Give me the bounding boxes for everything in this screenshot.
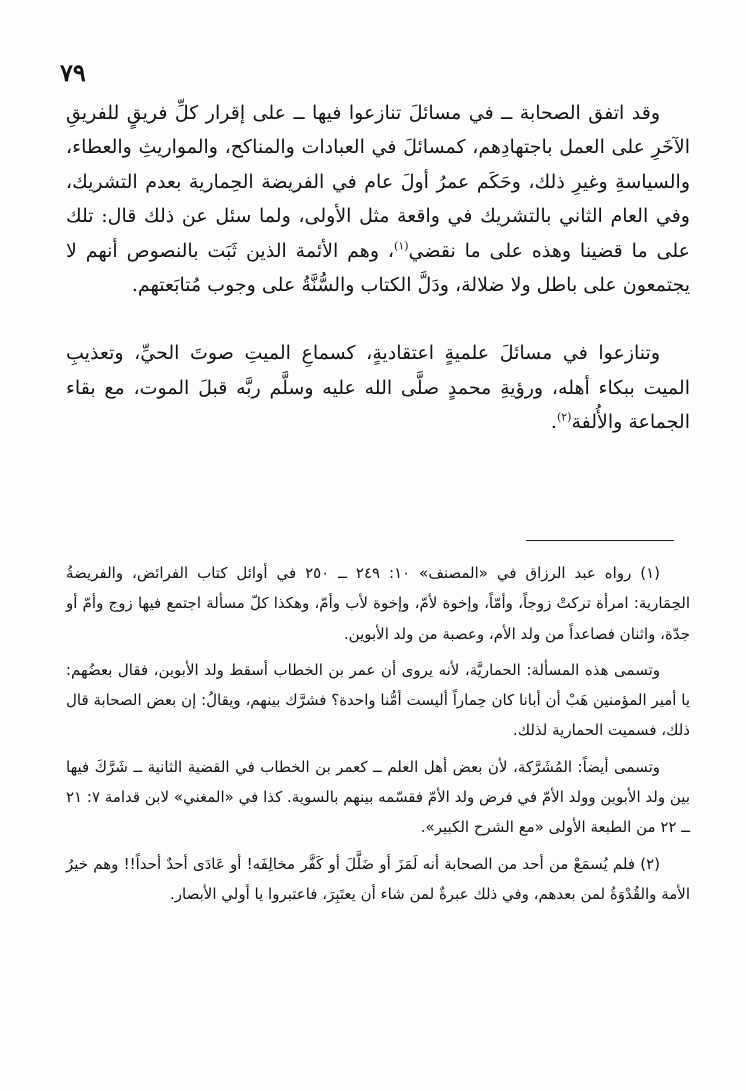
paragraph-text: . — [550, 411, 557, 434]
paragraph — [66, 96, 690, 302]
footnote-marker: (٢) — [556, 410, 572, 424]
paragraph-text: وتنازعوا في مسائلَ علميةٍ اعتقاديةٍ، كسماعِ الميتِ صوتَ الحيِّ، وتعذيبِ الميت ببكاء أهله، ورؤيةِ محمدٍ صلَّى الله عليه وسلَّم ربَّه قبلَ الموت، مع بقاء الجماعة والأُلفة — [66, 342, 690, 434]
paragraph — [66, 336, 690, 439]
footnote-marker: (١) — [394, 239, 409, 253]
footnotes — [66, 558, 690, 909]
main-text — [66, 96, 690, 440]
paragraph-text: ، وهم الأئمة الذين ثَبَت بالنصوص أنهم لا يجتمعون على باطل ولا ضلالة، ودَلَّ الكتاب والسُّنَّةُ على وجوب مُتابَعتهم. — [66, 239, 690, 297]
footnote-1-continued: وتسمى هذه المسألة: الحماريَّة، لأنه يروى أن عمر بن الخطاب أسقط ولد الأبوين، فقال بعضُهم: يا أمير المؤمنين هَبْ أن أبانا كان حِماراً أليست أمُّنا واحدة؟ فشرَّك بينهم، ويقالُ: إن بعض الصحابة قال ذلك، فسميت الحمارية لذلك. — [66, 660, 690, 740]
footnote-separator — [526, 540, 674, 541]
paragraph-text: وقد اتفق الصحابة ــ في مسائلَ تنازعوا فيها ــ على إقرار كلِّ فريقٍ للفريقِ الآخَرِ على العمل باجتهادِهم، كمسائلَ في العبادات والمناكح، والمواريثِ والعطاء، والسياسةِ وغيرِ ذلك، وحَكَم عمرُ أولَ عام في الفريضة الحِمارية بعدم التشريك، وفي العام الثاني بالتشريك في واقعة مثل الأولى، ولما سئل عن ذلك قال: تلك على ما قضينا وهذه على ما نقضي — [66, 102, 690, 262]
footnote-2: (٢) فلم يُسمَعْ من أحد من الصحابة أنه لَمَزَ أو ضَلَّلَ أو كَفَّر مخالِفَه! أو عَادَى أحدٌ أحداً!! وهم خيرُ الأمة والقُدْوَةُ لمن بعدهم، وفي ذلك عبرةٌ لمن شاء أن يعتَبِرَ، فاعتبروا يا أولي الأبصار. — [66, 854, 690, 903]
footnote-1-continued: وتسمى أيضاً: المُشَرَّكة، لأن بعض أهل العلم ــ كعمر بن الخطاب في القضية الثانية ــ شَرَّكَ فيها بين ولد الأبوين وولد الأمّ في فرض ولد الأمّ فقسّمه بينهم بالسوية. كذا في «المغني» لابن قدامة ٧: ٢١ ــ ٢٢ من الطبعة الأولى «مع الشرح الكبير». — [66, 757, 690, 837]
page-number: ٧٩ — [60, 58, 86, 87]
footnote-1: (١) رواه عبد الرزاق في «المصنف» ١٠: ٢٤٩ ــ ٢٥٠ في أوائل كتاب الفرائض، والفريضةُ الحِمَارية: امرأة تركتْ زوجاً، وأمّاً، وإخوة لأمّ، وإخوة لأب وأمّ، وهكذا كلّ مسألة اجتمع فيها زوج وأمّ أو جدّة، واثنان فصاعداً من ولد الأم، وعصبة من ولد الأبوين. — [66, 564, 690, 643]
